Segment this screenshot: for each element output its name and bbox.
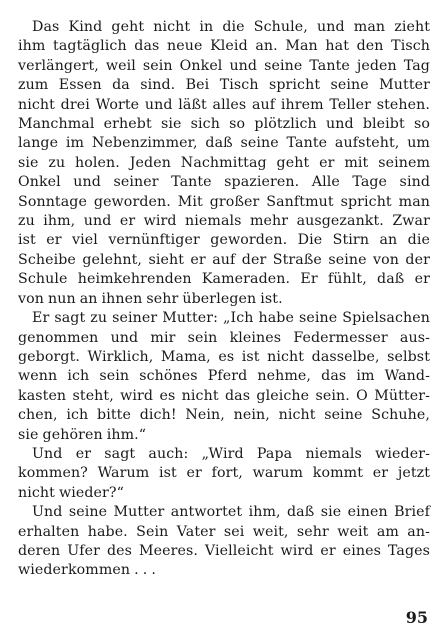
text-line: nicht wieder?“ <box>18 484 124 501</box>
text-line: wenn ich sein schönes Pferd nehme, das im Wand- <box>18 368 430 385</box>
text-line: Und er sagt auch: „Wird Papa niemals wieder- <box>32 445 430 462</box>
text-line: Schule heimkehrenden Kameraden. Er fühlt, daß er <box>18 271 430 288</box>
text-line: von nun an ihnen sehr überlegen ist. <box>18 290 283 307</box>
paragraph-2 <box>18 309 430 445</box>
text-line: Manchmal erhebt sie sich so plötzlich und bleibt so <box>18 116 430 133</box>
text-line: Scheibe gelehnt, sieht er auf der Straße seine von der <box>18 251 430 268</box>
text-line: kasten steht, wird es nicht das gleiche sein. O Mütter- <box>18 387 430 404</box>
text-line: lange im Nebenzimmer, daß seine Tante aufsteht, um <box>18 135 430 152</box>
text-line: zu ihm, und er wird niemals mehr ausgezankt. Zwar <box>18 213 430 230</box>
text-line: verlängert, weil sein Onkel und seine Tante jeden Tag <box>18 57 430 74</box>
text-line: sie gehören ihm.“ <box>18 426 147 443</box>
paragraph-4 <box>18 503 430 581</box>
text-line: kommen? Warum ist er fort, warum kommt er jetzt <box>18 465 430 482</box>
body-text <box>18 18 430 581</box>
text-line: zum Essen da sind. Bei Tisch spricht seine Mutter <box>18 77 430 94</box>
text-line: Onkel und seiner Tante spazieren. Alle Tage sind <box>18 174 430 191</box>
text-line: wiederkommen . . . <box>18 562 156 579</box>
page-number: 95 <box>405 608 428 627</box>
text-line: erhalten habe. Sein Vater sei weit, sehr weit am an- <box>18 523 430 540</box>
text-line: chen, ich bitte dich! Nein, nein, nicht seine Schuhe, <box>18 407 430 424</box>
text-line: Das Kind geht nicht in die Schule, und man zieht <box>32 19 430 35</box>
text-line: deren Ufer des Meeres. Vielleicht wird er eines Tages <box>18 542 430 559</box>
text-line: nicht drei Worte und läßt alles auf ihrem Teller stehen. <box>18 96 430 113</box>
text-line: Er sagt zu seiner Mutter: „Ich habe seine Spielsachen <box>32 310 430 327</box>
text-line: sie zu holen. Jeden Nachmittag geht er mit seinem <box>18 154 430 171</box>
paragraph-3 <box>18 445 430 503</box>
text-line: Und seine Mutter antwortet ihm, daß sie einen Brief <box>32 504 430 521</box>
text-line: Sonntage geworden. Mit großer Sanftmut spricht man <box>18 193 430 210</box>
text-line: geborgt. Wirklich, Mama, es ist nicht dasselbe, selbst <box>18 348 430 365</box>
text-line: ist er viel vernünftiger geworden. Die Stirn an die <box>18 232 430 249</box>
text-line: ihm tagtäglich das neue Kleid an. Man hat den Tisch <box>18 38 430 55</box>
text-line: genommen und mir sein kleines Federmesser aus- <box>18 329 430 346</box>
paragraph-1 <box>18 18 430 309</box>
